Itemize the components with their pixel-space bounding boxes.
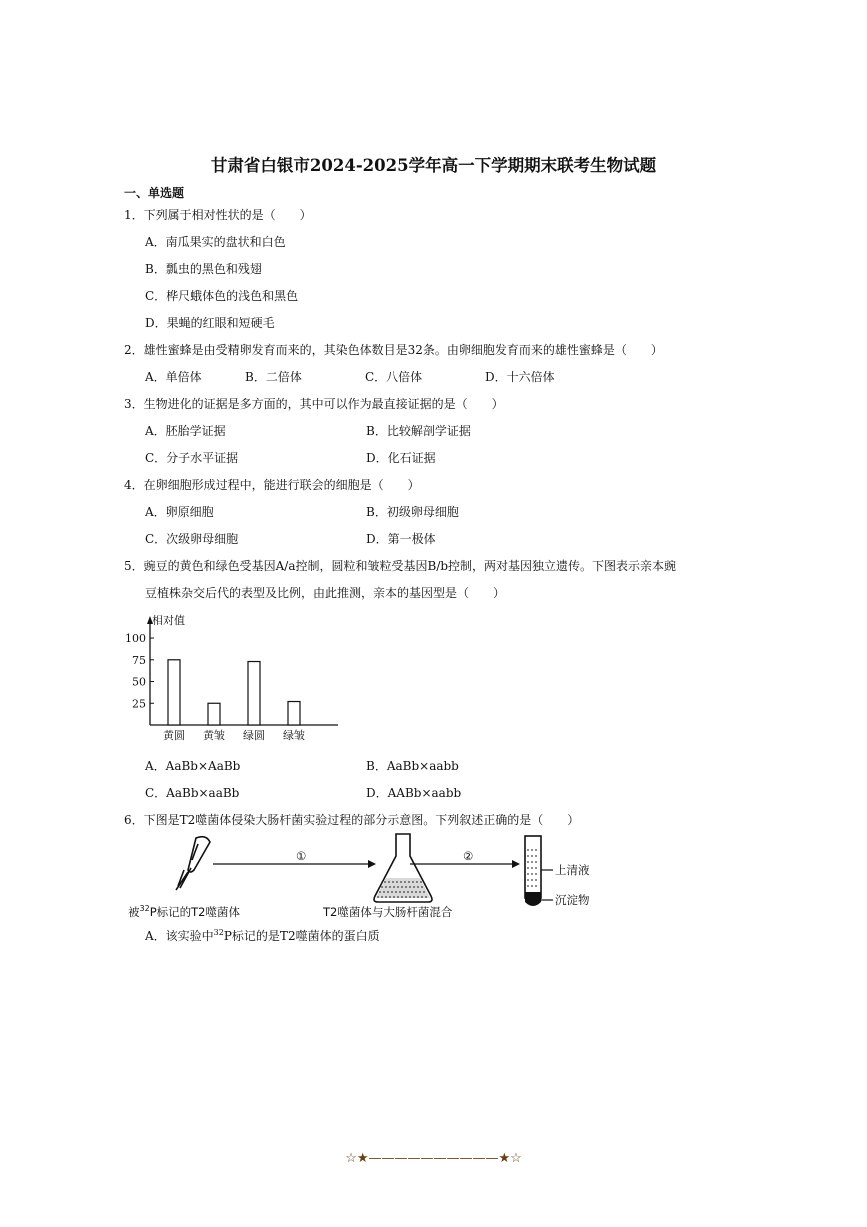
step-2-label: ②	[463, 849, 474, 863]
mixing-caption: T2噬菌体与大肠杆菌混合	[323, 905, 453, 919]
question-5-stem-line-1: 5．豌豆的黄色和绿色受基因A/a控制，圆粒和皱粒受基因B/b控制，两对基因独立遗传。下图表示亲本豌	[124, 559, 677, 573]
question-4-option-c: C．次级卵母细胞	[145, 532, 239, 546]
chart-bar	[288, 702, 300, 725]
question-5-stem-line-2: 豆植株杂交后代的表型及比例，由此推测，亲本的基因型是（ ）	[145, 586, 506, 600]
question-3-option-d: D．化石证据	[366, 451, 436, 465]
question-4-option-b: B．初级卵母细胞	[366, 505, 459, 519]
question-4-stem: 4．在卵细胞形成过程中，能进行联会的细胞是（ ）	[124, 478, 420, 492]
question-2-stem: 2．雄性蜜蜂是由受精卵发育而来的，其染色体数目是32条。由卵细胞发育而来的雄性蜜蜂是（ ）	[124, 343, 663, 357]
page-footer: ☆★——————————★☆	[345, 1151, 522, 1166]
question-1-option-b: B．瓢虫的黑色和残翅	[145, 262, 262, 276]
question-2-option-c: C．八倍体	[365, 370, 423, 384]
question-6-option-a: A．该实验中$^{32}$P标记的是T2噬菌体的蛋白质	[145, 928, 380, 943]
chart-y-tick-label: 75	[132, 653, 146, 667]
step-1-label: ①	[296, 849, 307, 863]
phage-pipette-icon	[176, 837, 210, 890]
chart-y-tick-label: 25	[132, 697, 146, 711]
chart-bar	[168, 660, 180, 725]
arrow-head-icon	[368, 860, 376, 868]
question-4-option-d: D．第一极体	[366, 532, 436, 546]
chart-bars	[168, 660, 300, 725]
question-2-option-d: D．十六倍体	[485, 370, 555, 384]
question-1-option-c: C．桦尺蛾体色的浅色和黑色	[145, 289, 299, 303]
labeled-phage-caption: 被$^{32}$P标记的T2噬菌体	[128, 904, 240, 919]
chart-bar	[208, 703, 220, 725]
sediment-label: 沉淀物	[555, 893, 590, 907]
question-4-option-a: A．卵原细胞	[145, 505, 214, 519]
question-1-option-d: D．果蝇的红眼和短硬毛	[145, 316, 275, 330]
page-title: 甘肃省白银市2024-2025学年高一下学期期末联考生物试题	[210, 156, 657, 175]
phage-experiment-diagram	[118, 830, 608, 925]
question-1-stem: 1．下列属于相对性状的是（ ）	[124, 208, 312, 222]
section-heading: 一、单选题	[124, 186, 185, 200]
question-2-option-a: A．单倍体	[145, 370, 202, 384]
question-5-option-c: C．AaBb×aaBb	[145, 786, 240, 800]
chart-y-tick-label: 50	[132, 675, 146, 689]
question-6-stem: 6．下图是T2噬菌体侵染大肠杆菌实验过程的部分示意图。下列叙述正确的是（ ）	[124, 813, 580, 827]
chart-category-label: 绿圆	[243, 729, 265, 742]
chart-y-axis-label: 相对值	[152, 614, 185, 627]
chart-bar	[248, 662, 260, 725]
arrow-head-icon	[512, 860, 520, 868]
supernatant-label: 上清液	[555, 863, 590, 877]
question-3-stem: 3．生物进化的证据是多方面的，其中可以作为最直接证据的是（ ）	[124, 397, 504, 411]
question-3-option-b: B．比较解剖学证据	[366, 424, 471, 438]
chart-category-label: 黄皱	[203, 729, 225, 742]
question-1-option-a: A．南瓜果实的盘状和白色	[145, 235, 286, 249]
question-5-option-a: A．AaBb×AaBb	[145, 759, 241, 773]
question-5-option-b: B．AaBb×aabb	[366, 759, 459, 773]
question-5-option-d: D．AABb×aabb	[366, 786, 462, 800]
phenotype-bar-chart	[118, 608, 358, 748]
flask-icon	[374, 834, 432, 902]
chart-y-tick-label: 100	[125, 632, 146, 646]
chart-category-label: 绿皱	[283, 729, 305, 742]
question-3-option-c: C．分子水平证据	[145, 451, 239, 465]
test-tube-icon	[525, 836, 553, 906]
chart-categories	[163, 728, 305, 742]
chart-category-label: 黄圆	[163, 729, 185, 742]
question-2-option-b: B．二倍体	[245, 370, 302, 384]
question-3-option-a: A．胚胎学证据	[145, 424, 226, 438]
